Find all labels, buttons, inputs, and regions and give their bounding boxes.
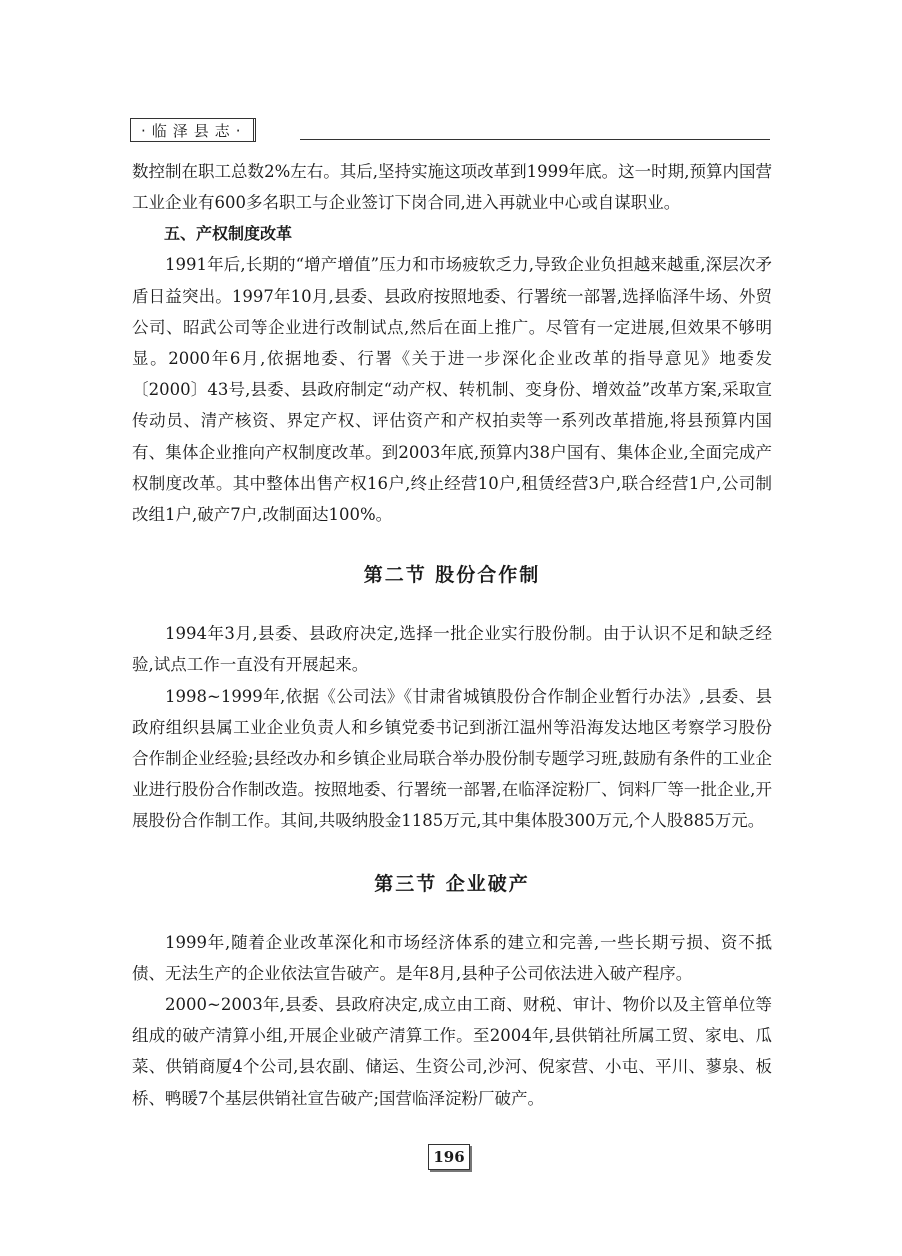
continued-paragraph: 数控制在职工总数2%左右。其后,坚持实施这项改革到1999年底。这一时期,预算内国营工业企业有600多名职工与企业签订下岗合同,进入再就业中心或自谋职业。: [132, 162, 772, 213]
header-title: ·临泽县志·: [131, 119, 256, 141]
subheading-property-reform: 五、产权制度改革: [164, 224, 293, 244]
page-body: [132, 156, 772, 1114]
paragraph-joint-stock-2: 1998~1999年,依据《公司法》《甘肃省城镇股份合作制企业暂行办法》,县委、县政府组织县属工业企业负责人和乡镇党委书记到浙江温州等沿海发达地区考察学习股份合作制企业经验;县经改办和乡镇企业局联合举办股份制专题学习班,鼓励有条件的工业企业进行股份合作制改造。按照地委、行署统一部署,在临泽淀粉厂、饲料厂等一批企业,开展股份合作制工作。其间,共吸纳股金1185万元,其中集体股300万元,个人股885万元。: [132, 686, 772, 831]
header-rule: [300, 139, 770, 140]
paragraph-bankruptcy-2: 2000~2003年,县委、县政府决定,成立由工商、财税、审计、物价以及主管单位等组成的破产清算小组,开展企业破产清算工作。至2004年,县供销社所属工贸、家电、瓜菜、供销商厦4个公司,县农副、储运、生资公司,沙河、倪家营、小屯、平川、蓼泉、板桥、鸭暖7个基层供销社宣告破产;国营临泽淀粉厂破产。: [132, 995, 772, 1108]
section-title-joint-stock: 第二节 股份合作制: [363, 564, 541, 587]
paragraph-bankruptcy-1: 1999年,随着企业改革深化和市场经济体系的建立和完善,一些长期亏损、资不抵债、无法生产的企业依法宣告破产。是年8月,县种子公司依法进入破产程序。: [132, 932, 772, 983]
paragraph-property-reform: 1991年后,长期的“增产增值”压力和市场疲软乏力,导致企业负担越来越重,深层次矛盾日益突出。1997年10月,县委、县政府按照地委、行署统一部署,选择临泽牛场、外贸公司、昭武公司等企业进行改制试点,然后在面上推广。尽管有一定进展,但效果不够明显。2000年6月,依据地委、行署《关于进一步深化企业改革的指导意见》地委发〔2000〕43号,县委、县政府制定“动产权、转机制、变身份、增效益”改革方案,采取宣传动员、清产核资、界定产权、评估资产和产权拍卖等一系列改革措施,将县预算内国有、集体企业推向产权制度改革。到2003年底,预算内38户国有、集体企业,全面完成产权制度改革。其中整体出售产权16户,终止经营10户,租赁经营3户,联合经营1户,公司制改组1户,破产7户,改制面达100%。: [132, 255, 772, 525]
paragraph-joint-stock-1: 1994年3月,县委、县政府决定,选择一批企业实行股份制。由于认识不足和缺乏经验,试点工作一直没有开展起来。: [132, 624, 772, 675]
running-header: [130, 118, 256, 142]
section-title-bankruptcy: 第三节 企业破产: [374, 872, 530, 895]
page-number: 196: [428, 1144, 470, 1170]
